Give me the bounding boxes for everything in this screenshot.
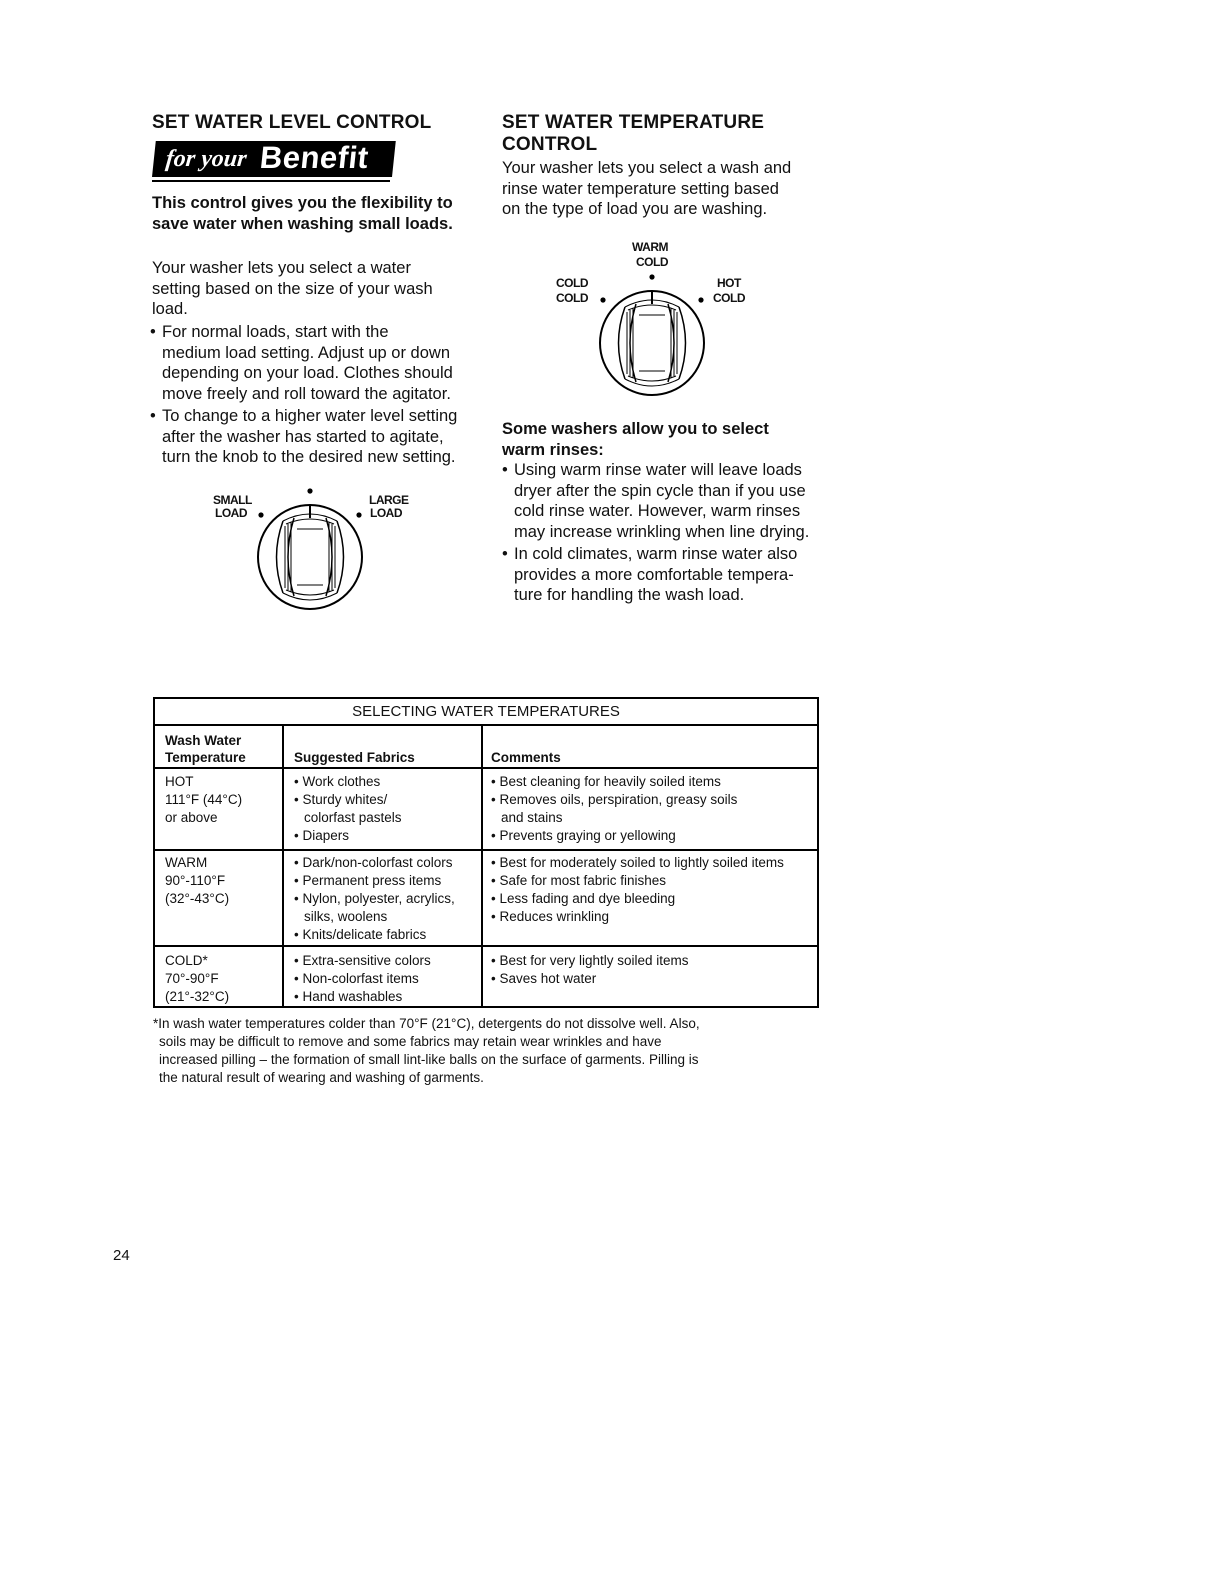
cell-line: COLD* <box>165 953 208 968</box>
text-line: load. <box>152 300 188 318</box>
bullet-item <box>502 544 847 606</box>
text-line: • In cold climates, warm rinse water also <box>514 545 798 563</box>
cell-line: • Sturdy whites/ <box>294 792 388 807</box>
row-divider <box>155 945 817 947</box>
text-line: • For normal loads, start with the <box>162 323 389 341</box>
bullet-item <box>502 460 847 542</box>
text-line: medium load setting. Adjust up or down <box>162 343 451 362</box>
benefit-rule <box>152 180 390 182</box>
warm-rinse-lead <box>502 419 769 460</box>
lead-line: save water when washing small loads. <box>152 214 453 233</box>
knob-label-warm: WARM <box>632 240 668 254</box>
header-comments: Comments <box>491 750 561 765</box>
row-divider <box>155 767 817 769</box>
table-row-hot-comments <box>491 773 737 845</box>
cell-line: • Reduces wrinkling <box>491 909 610 924</box>
cell-line: • Permanent press items <box>294 873 442 888</box>
text-line: depending on your load. Clothes should <box>162 364 453 382</box>
benefit-logo-big: Benefit <box>258 140 371 175</box>
lead-line: Some washers allow you to select <box>502 420 769 438</box>
text-line: turn the knob to the desired new setting. <box>162 448 456 466</box>
knob-label-cold: COLD <box>556 291 588 305</box>
heading-line: CONTROL <box>502 134 598 155</box>
water-level-intro <box>152 258 433 320</box>
water-temp-intro <box>502 158 791 220</box>
cell-line: • Safe for most fabric finishes <box>491 873 667 888</box>
page-number: 24 <box>113 1247 130 1264</box>
footnote-line: soils may be difficult to remove and some fabrics may retain wear wrinkles and have <box>159 1034 662 1049</box>
water-temp-knob-icon <box>592 270 712 400</box>
cell-line: 70°-90°F <box>165 971 219 986</box>
text-line: on the type of load you are washing. <box>502 200 768 218</box>
water-level-knob-icon <box>250 484 370 614</box>
heading-line: SET WATER TEMPERATURE <box>502 112 765 133</box>
water-level-bullets <box>150 322 490 468</box>
knob-label-large: LARGE <box>369 493 409 507</box>
cell-line: • Extra-sensitive colors <box>294 953 431 968</box>
header-line: Wash Water <box>165 733 242 748</box>
knob-label-small: SMALL <box>213 493 252 507</box>
footnote-line: the natural result of wearing and washing of garments. <box>159 1070 484 1085</box>
table-row-cold-temp <box>165 952 229 1006</box>
cell-line: HOT <box>165 774 194 789</box>
text-line: rinse water temperature setting based <box>502 179 779 198</box>
cell-line: 90°-110°F <box>165 873 226 888</box>
text-line: after the washer has started to agitate, <box>162 427 444 446</box>
table-row-warm-temp <box>165 854 229 908</box>
water-temp-heading <box>502 112 764 156</box>
cell-line: (21°-32°C) <box>165 989 230 1004</box>
cell-line: (32°-43°C) <box>165 891 230 906</box>
table-row-warm-comments <box>491 854 784 926</box>
knob-label-hot: HOT <box>717 276 741 290</box>
bullet-item <box>150 322 490 404</box>
table-row-hot-fabrics <box>294 773 402 845</box>
knob-label-cold: COLD <box>713 291 745 305</box>
table-row-cold-comments <box>491 952 689 988</box>
water-level-heading: SET WATER LEVEL CONTROL <box>152 112 432 133</box>
text-line: Your washer lets you select a water <box>152 259 411 277</box>
cell-line: colorfast pastels <box>304 810 402 825</box>
cell-line: • Hand washables <box>294 989 403 1004</box>
warm-rinse-bullets <box>502 460 847 606</box>
cell-line: • Knits/delicate fabrics <box>294 927 427 942</box>
table-row-hot-temp <box>165 773 242 827</box>
cell-line: • Removes oils, perspiration, greasy soils <box>491 792 738 807</box>
cell-line: • Less fading and dye bleeding <box>491 891 676 906</box>
text-line: setting based on the size of your wash <box>152 279 433 298</box>
cell-line: and stains <box>501 810 563 825</box>
cell-line: 111°F (44°C) <box>165 792 243 807</box>
footnote-line: increased pilling – the formation of small lint-like balls on the surface of garments. Pilling is <box>159 1052 699 1067</box>
text-line: may increase wrinkling when line drying. <box>514 522 810 541</box>
lead-line: This control gives you the flexibility to <box>152 194 453 212</box>
header-wash-water-temperature <box>165 732 246 766</box>
water-level-lead <box>152 193 453 234</box>
cell-line: • Best cleaning for heavily soiled items <box>491 774 721 789</box>
cell-line: • Best for very lightly soiled items <box>491 953 689 968</box>
water-temperatures-table <box>153 697 819 1008</box>
table-row-cold-fabrics <box>294 952 431 1006</box>
knob-label-load: LOAD <box>370 506 402 520</box>
table-footnote <box>153 1015 813 1087</box>
table-row-warm-fabrics <box>294 854 455 944</box>
header-line: Temperature <box>165 750 246 765</box>
cell-line: • Saves hot water <box>491 971 597 986</box>
cell-line: • Dark/non-colorfast colors <box>294 855 453 870</box>
cell-line: • Work clothes <box>294 774 381 789</box>
text-line: Your washer lets you select a wash and <box>502 159 792 177</box>
text-line: • To change to a higher water level setting <box>162 407 458 425</box>
header-suggested-fabrics: Suggested Fabrics <box>294 750 415 765</box>
cell-line: • Non-colorfast items <box>294 971 419 986</box>
text-line: cold rinse water. However, warm rinses <box>514 502 801 520</box>
text-line: move freely and roll toward the agitator. <box>162 384 451 403</box>
benefit-logo-for: for your <box>164 146 248 172</box>
cell-line: • Nylon, polyester, acrylics, <box>294 891 455 906</box>
cell-line: WARM <box>165 855 208 870</box>
lead-line: warm rinses: <box>502 440 604 459</box>
text-line: dryer after the spin cycle than if you use <box>514 481 806 500</box>
text-line: provides a more comfortable tempera- <box>514 565 794 584</box>
table-title: SELECTING WATER TEMPERATURES <box>155 699 817 726</box>
row-divider <box>155 849 817 851</box>
text-line: • Using warm rinse water will leave loads <box>514 461 802 479</box>
cell-line: • Best for moderately soiled to lightly soiled items <box>491 855 784 870</box>
for-your-benefit-logo <box>152 141 396 177</box>
text-line: ture for handling the wash load. <box>514 586 745 604</box>
knob-label-cold: COLD <box>556 276 588 290</box>
cell-line: • Diapers <box>294 828 349 843</box>
knob-label-cold: COLD <box>636 255 668 269</box>
cell-line: • Prevents graying or yellowing <box>491 828 676 843</box>
knob-label-load: LOAD <box>215 506 247 520</box>
bullet-item <box>150 406 490 468</box>
footnote-line: *In wash water temperatures colder than 70°F (21°C), detergents do not dissolve well. Also, <box>153 1016 700 1031</box>
cell-line: silks, woolens <box>304 909 388 924</box>
cell-line: or above <box>165 810 218 825</box>
